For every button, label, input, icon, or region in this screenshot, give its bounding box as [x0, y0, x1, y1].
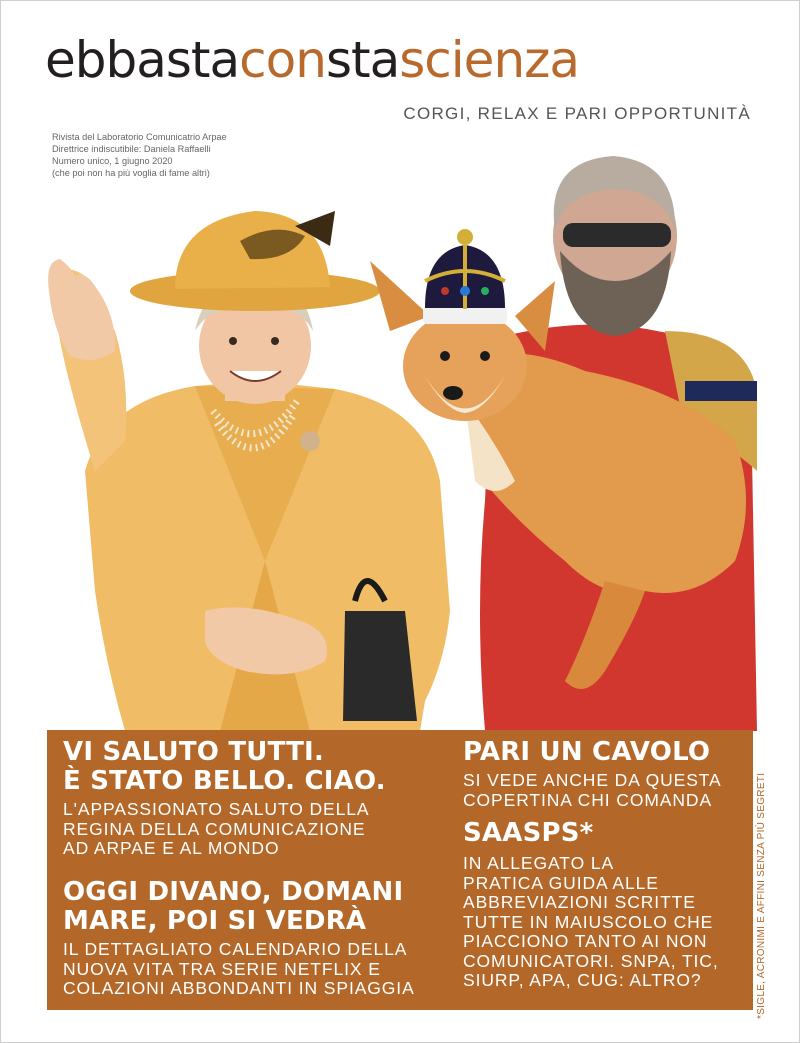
colophon-line: Numero unico, 1 giugno 2020 [52, 156, 173, 166]
masthead-word-4: scienza [399, 31, 580, 89]
article-right-1-title[interactable]: PARI UN CAVOLO [463, 737, 711, 767]
masthead-word-3: sta [325, 31, 400, 89]
masthead-word-2: con [239, 31, 326, 89]
crown-icon [423, 229, 507, 324]
article-left-2-title[interactable]: OGGI DIVANO, DOMANI MARE, POI SI VEDRÀ [63, 877, 404, 936]
article-left-2-subtitle: IL DETTAGLIATO CALENDARIO DELLA NUOVA VITA TRA SERIE NETFLIX E COLAZIONI ABBONDANTI IN SPIAGGIA [63, 939, 415, 998]
cover-photo [45, 141, 757, 731]
article-right-2-subtitle: IN ALLEGATO LA PRATICA GUIDA ALLE ABBREVIAZIONI SCRITTE TUTTE IN MAIUSCOLO CHE PIACCIONO TANTO AI NON COMUNICATORI. SNPA, TIC, SIURP, APA, CUG: ALTRO? [463, 853, 719, 990]
masthead-tagline: CORGI, RELAX E PARI OPPORTUNITÀ [403, 104, 751, 123]
masthead-word-1: ebbasta [45, 31, 240, 89]
article-left-1-title[interactable]: VI SALUTO TUTTI. È STATO BELLO. CIAO. [63, 737, 386, 796]
side-footnote: *SIGLE, ACRONIMI E AFFINI SENZA PIÙ SEGRETI [756, 772, 767, 1019]
article-right-1-subtitle: SI VEDE ANCHE DA QUESTA COPERTINA CHI COMANDA [463, 770, 722, 810]
article-left-1-subtitle: L'APPASSIONATO SALUTO DELLA REGINA DELLA COMUNICAZIONE AD ARPAE E AL MONDO [63, 799, 370, 858]
colophon-line: Rivista del Laboratorio Comunicatrio Arpae [52, 132, 227, 142]
article-right-2-title[interactable]: SAASPS* [463, 818, 594, 848]
colophon-line: (che poi non ha più voglia di fame altri) [52, 168, 210, 178]
masthead-title [45, 29, 757, 91]
colophon-line: Direttrice indiscutibile: Daniela Raffaelli [52, 144, 211, 154]
